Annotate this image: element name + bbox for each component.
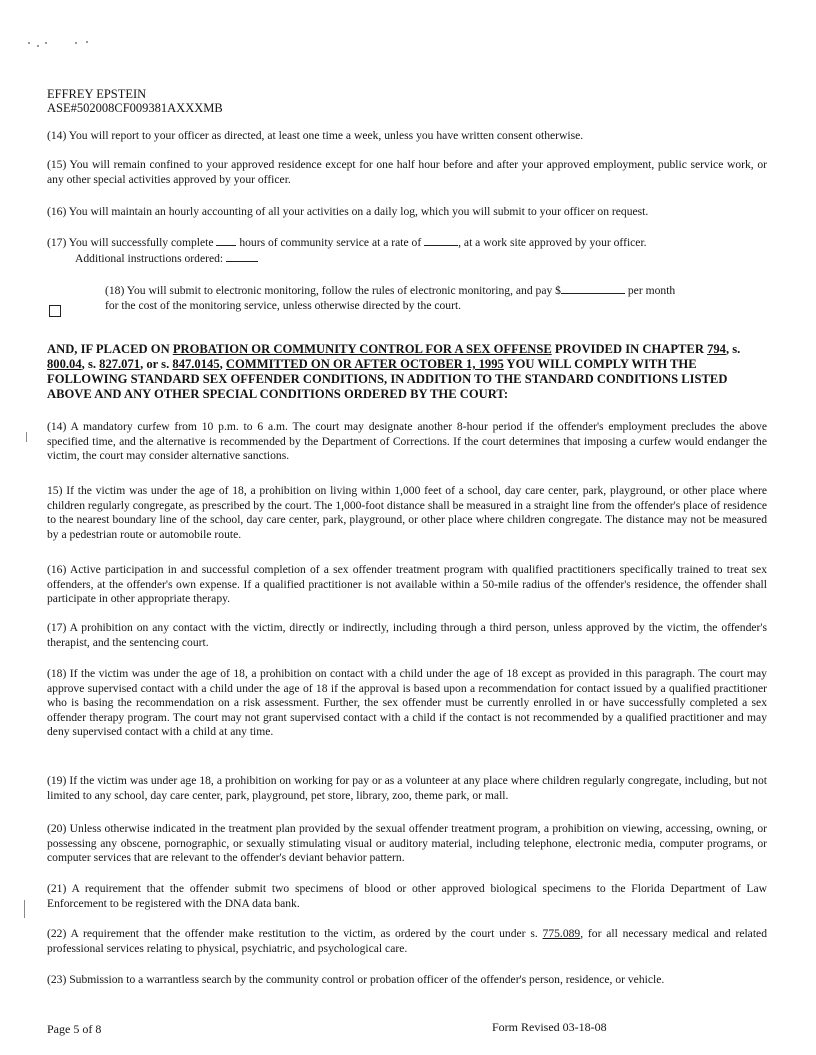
condition-15 (47, 158, 767, 187)
condition-text: , at a work site approved by your officer. (458, 236, 647, 249)
heading-underlined: COMMITTED ON OR AFTER OCTOBER 1, 1995 (225, 357, 504, 371)
condition-number: (16) (47, 563, 67, 576)
condition-text: Unless otherwise indicated in the treatment plan provided by the sexual offender treatment program, a prohibition on viewing, accessing, owning, or possessing any obscene, pornographic, or sexually stimulating visual or auditory material, including telephone, electronic media, computer programs, or computer services that are relevant to the offender's deviant behavior pattern. (47, 822, 767, 865)
condition-number: (18) (47, 667, 67, 680)
condition-text: for the cost of the monitoring service, unless otherwise directed by the court. (105, 298, 462, 312)
statute-reference: 775.089 (542, 927, 581, 940)
electronic-monitoring-checkbox[interactable] (49, 305, 61, 317)
page-number: Page 5 of 8 (47, 1022, 102, 1036)
heading-text: AND, IF PLACED ON (47, 342, 173, 356)
sex-condition-15 (47, 484, 767, 542)
heading-underlined: 827.071 (99, 357, 141, 371)
condition-number: 15) (47, 484, 63, 497)
sex-condition-22 (47, 927, 767, 956)
condition-number: (14) (47, 129, 67, 142)
heading-underlined: 847.0145 (172, 357, 220, 371)
condition-14 (47, 129, 767, 144)
condition-number: (23) (47, 973, 67, 986)
heading-text: , (219, 357, 226, 371)
case-number: ASE#502008CF009381AXXXMB (47, 101, 223, 115)
condition-text: A requirement that the offender submit two specimens of blood or other approved biological specimens to the Florida Department of Law Enforcement to be registered with the DNA data bank. (47, 882, 767, 910)
sex-condition-14 (47, 420, 767, 464)
case-header (47, 87, 223, 115)
condition-number: (22) (47, 927, 67, 940)
sex-condition-19 (47, 774, 767, 803)
heading-text: , or s. (140, 357, 173, 371)
sex-condition-17 (47, 621, 767, 650)
heading-underlined: 794 (707, 342, 726, 356)
condition-text: , for all necessary medical and related professional services relating to physical, psychiatric, and psychological care. (47, 927, 767, 955)
condition-18-electronic-monitoring (105, 283, 765, 313)
condition-number: (16) (47, 205, 67, 218)
sex-condition-16 (47, 563, 767, 607)
condition-17-community-service (47, 235, 767, 266)
monitoring-amount-blank[interactable] (561, 283, 625, 294)
condition-text: You will maintain an hourly accounting of all your activities on a daily log, which you will submit to your officer on request. (68, 205, 649, 218)
condition-text: You will remain confined to your approved residence except for one half hour before and after your approved employment, public service work, or any other special activities approved by your officer. (47, 158, 767, 186)
heading-text: , s. (81, 357, 100, 371)
defendant-name: EFFREY EPSTEIN (47, 87, 147, 101)
condition-number: (14) (47, 420, 67, 433)
condition-text: If the victim was under the age of 18, a prohibition on contact with a child under the age of 18 except as provided in this paragraph. The court may approve supervised contact with a child under the age of 18 if the approval is based upon a recommendation for contact issued by a qualified practitioner who is basing the recommendation on a risk assessment. Further, the sex offender must be currently enrolled in or have successfully completed a sex offender therapy program. The court may not grant supervised contact with a child if the contact is not recommended by a qualified practitioner and may deny supervised contact with a child at any time. (47, 667, 767, 739)
sex-offense-heading (47, 342, 759, 402)
condition-number: (19) (47, 774, 67, 787)
heading-text: , s. (725, 342, 741, 356)
hours-blank[interactable] (216, 235, 236, 246)
condition-text: You will report to your officer as directed, at least one time a week, unless you have written consent otherwise. (68, 129, 584, 142)
form-revision: Form Revised 03-18-08 (492, 1020, 607, 1034)
condition-number: (20) (47, 822, 67, 835)
condition-text: If the victim was under age 18, a prohibition on working for pay or as a volunteer at any place where children regularly congregate, including, but not limited to any school, day care center, park, playground, pet store, library, zoo, theme park, or mall. (47, 774, 767, 802)
condition-number: (15) (47, 158, 67, 171)
condition-text: Additional instructions ordered: (75, 251, 224, 265)
condition-text: A requirement that the offender make restitution to the victim, as ordered by the court under s. (70, 927, 543, 940)
condition-text: You will successfully complete (68, 236, 214, 249)
condition-number: (17) (47, 621, 67, 634)
condition-text: You will submit to electronic monitoring, follow the rules of electronic monitoring, and pay $ (126, 284, 561, 297)
condition-text: Active participation in and successful completion of a sex offender treatment program with qualified practitioners specifically trained to treat sex offenders, at the offender's own expense. If a qualified practitioner is not available within a 50-mile radius of the offender's residence, the offender shall participate in other appropriate therapy. (47, 563, 767, 606)
heading-underlined: PROBATION OR COMMUNITY CONTROL FOR A SEX OFFENSE (172, 342, 552, 356)
heading-underlined: 800.04 (47, 357, 82, 371)
condition-number: (18) (105, 284, 125, 297)
condition-text: hours of community service at a rate of (239, 236, 422, 249)
condition-16 (47, 205, 767, 220)
condition-text: If the victim was under the age of 18, a prohibition on living within 1,000 feet of a school, day care center, park, playground, or other place where children regularly congregate, as prescribed by the court. The 1,000-foot distance shall be measured in a straight line from the offender's place of residence to the nearest boundary line of the school, day care center, park, playground, or other place where children congregate. The distance may not be measured by a pedestrian route or automobile route. (47, 484, 767, 541)
condition-number: (17) (47, 236, 67, 249)
scan-specks (28, 38, 108, 50)
scan-edge-mark (24, 900, 25, 918)
condition-text: A mandatory curfew from 10 p.m. to 6 a.m. The court may designate another 8-hour period if the offender's employment precludes the above specified time, and the alternative is recommended by the Department of Corrections. If the court determines that imposing a curfew would endanger the victim, the court may consider alternative sanctions. (47, 420, 767, 463)
instructions-blank[interactable] (226, 251, 258, 262)
heading-text: YOU WILL COMPLY WITH THE FOLLOWING STANDARD SEX OFFENDER CONDITIONS, IN ADDITION TO THE STANDARD CONDITIONS LISTED ABOVE AND ANY OTHER SPECIAL CONDITIONS ORDERED BY THE COURT: (47, 357, 728, 401)
condition-text: A prohibition on any contact with the victim, directly or indirectly, including through a third person, unless approved by the victim, the offender's therapist, and the sentencing court. (47, 621, 767, 649)
sex-condition-23 (47, 973, 767, 988)
sex-condition-21 (47, 882, 767, 911)
sex-condition-18 (47, 667, 767, 740)
sex-condition-20 (47, 822, 767, 866)
scan-edge-mark (26, 432, 27, 442)
condition-number: (21) (47, 882, 67, 895)
heading-text: PROVIDED IN CHAPTER (551, 342, 708, 356)
condition-text: per month (627, 284, 676, 297)
rate-blank[interactable] (424, 235, 458, 246)
condition-text: Submission to a warrantless search by the community control or probation officer of the offender's person, residence, or vehicle. (69, 973, 665, 986)
